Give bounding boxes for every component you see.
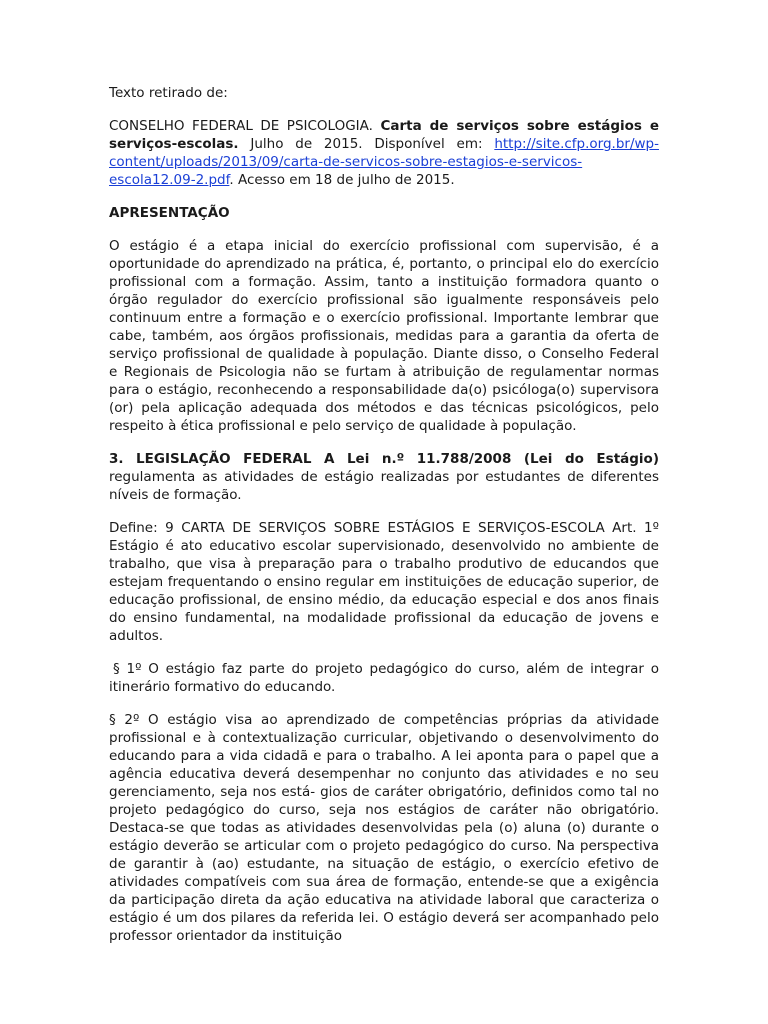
paragraph-section-2: § 2º O estágio visa ao aprendizado de competências próprias da atividade profissional e à contextualização curricular, objetivando o desenvolvimento do educando para a vida cidadã e para o trabalho. A lei aponta para o papel que a agência educativa deverá desempenhar no conjunto das atividades e no seu gerenciamento, seja nos está- gios de caráter obrigatório, definidos como tal no projeto pedagógico do curso, seja nos estágios de caráter não obrigatório. Destaca-se que todas as atividades desenvolvidas pela (o) aluna (o) durante o estágio deverão se articular com o projeto pedagógico do curso. Na perspectiva de garantir à (ao) estudante, na situação de estágio, o exercício efetivo de atividades compatíveis com sua área de formação, entende-se que a exigência da participação direta da ação educativa na atividade laboral que caracteriza o estágio é um dos pilares da referida lei. O estágio deverá ser acompanhado pelo professor orientador da instituição	[109, 712, 659, 944]
paragraph-define: Define: 9 CARTA DE SERVIÇOS SOBRE ESTÁGIOS E SERVIÇOS-ESCOLA Art. 1º Estágio é ato educativo escolar supervisionado, desenvolvido no ambiente de trabalho, que visa à preparação para o trabalho produtivo de educandos que estejam frequentando o ensino regular em instituições de educação superior, de educação profissional, de ensino médio, da educação especial e dos anos finais do ensino fundamental, na modalidade profissional da educação de jovens e adultos.	[109, 520, 659, 644]
citation-access: . Acesso em 18 de julho de 2015.	[229, 172, 455, 188]
document-page	[109, 84, 659, 960]
citation-date: Julho de 2015. Disponível em:	[250, 136, 483, 152]
citation-author: CONSELHO FEDERAL DE PSICOLOGIA.	[109, 118, 373, 134]
citation	[109, 117, 659, 189]
citation-title: Carta de serviços sobre estágios e serviços-escolas.	[109, 118, 659, 152]
legislacao-heading: 3. LEGISLAÇÃO FEDERAL A Lei n.º 11.788/2008 (Lei do Estágio)	[109, 451, 659, 467]
paragraph-legislacao	[109, 450, 659, 504]
source-intro: Texto retirado de:	[109, 85, 228, 101]
paragraph-section-1: § 1º O estágio faz parte do projeto pedagógico do curso, além de integrar o itinerário formativo do educando.	[109, 661, 659, 695]
legislacao-text: regulamenta as atividades de estágio realizadas por estudantes de diferentes níveis de formação.	[109, 469, 659, 503]
citation-link[interactable]: http://site.cfp.org.br/wp-content/uploads/2013/09/carta-de-servicos-sobre-estagios-e-servicos-escola12.09-2.pdf	[109, 136, 659, 188]
paragraph-apresentacao: O estágio é a etapa inicial do exercício profissional com supervisão, é a oportunidade do aprendizado na prática, é, portanto, o principal elo do exercício profissional com a formação. Assim, tanto a instituição formadora quanto o órgão regulador do exercício profissional são igualmente responsáveis pelo continuum entre a formação e o exercício profissional. Importante lembrar que cabe, também, aos órgãos profissionais, medidas para a garantia da oferta de serviço profissional de qualidade à população. Diante disso, o Conselho Federal e Regionais de Psicologia não se furtam à atribuição de regulamentar normas para o estágio, reconhecendo a responsabilidade da(o) psicóloga(o) supervisora (or) pela aplicação adequada dos métodos e das técnicas psicológicos, pelo respeito à ética profissional e pelo serviço de qualidade à população.	[109, 238, 659, 434]
section-heading: APRESENTAÇÃO	[109, 205, 230, 221]
